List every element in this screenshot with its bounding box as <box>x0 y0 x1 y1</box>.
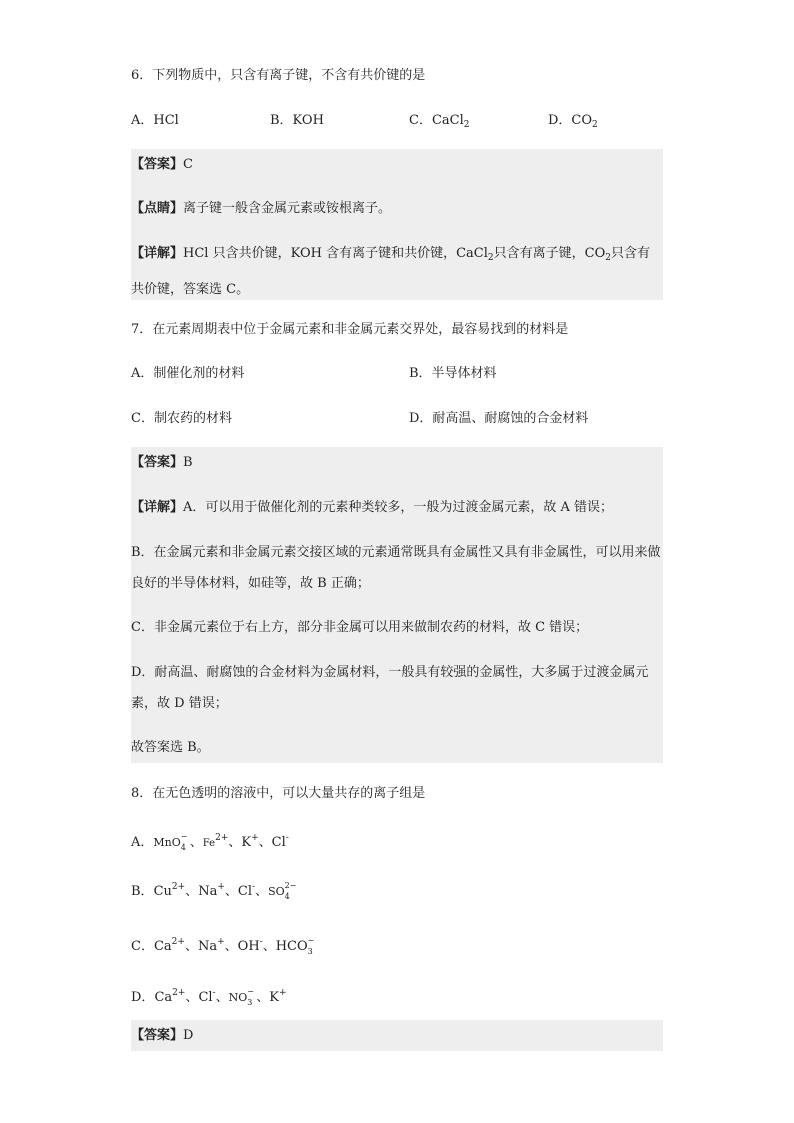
q6-option-a: A．HCl <box>131 113 179 128</box>
q6-stem: 6．下列物质中，只含有离子键，不含有共价键的是 <box>131 68 426 83</box>
q6-answer: 【答案】C <box>131 157 193 172</box>
q6-option-d: D．$CO_2$ <box>548 113 598 130</box>
q6-hint: 【点睛】离子键一般含金属元素或铵根离子。 <box>131 201 392 216</box>
q7-option-d: D．耐高温、耐腐蚀的合金材料 <box>409 411 589 426</box>
q8-option-c: C．$Ca^{2+}$、Na+、OH-、HCO − 3 <box>131 936 315 956</box>
q6-option-b: B．KOH <box>270 113 324 128</box>
q8-option-a: A．MnO − 4 、$Fe^{2+}$、K+、Cl- <box>131 832 289 852</box>
q8-option-b: B．$Cu^{2+}$、Na+、Cl-、SO 2− 4 <box>131 881 297 901</box>
q7-option-a: A．制催化剂的材料 <box>131 366 245 381</box>
q7-detail-d: D．耐高温、耐腐蚀的合金材料为金属材料，一般具有较强的金属性，大多属于过渡金属元素，故 D 错误； <box>131 665 649 711</box>
q7-detail-b: B．在金属元素和非金属元素交接区域的元素通常既具有金属性又具有非金属性，可以用来做良好的半导体材料，如硅等，故 B 正确； <box>131 545 661 591</box>
q7-option-b: B．半导体材料 <box>409 366 497 381</box>
q7-detail-a: 【详解】A．可以用于做催化剂的元素种类较多，一般为过渡金属元素，故 A 错误； <box>131 500 614 515</box>
q8-solution-block <box>131 1020 663 1051</box>
q7-option-c: C．制农药的材料 <box>131 411 232 426</box>
q6-option-c: C．CaCl$_2$ <box>409 113 470 130</box>
q8-answer: 【答案】D <box>131 1028 194 1043</box>
q8-option-d: D．$Ca^{2+}$、Cl-、NO − 3 、K+ <box>131 987 287 1007</box>
q6-detail: 【详解】HCl 只含共价键，KOH 含有离子键和共价键，CaCl$_2$只含有离子键，$CO_2$只含有共价键，答案选 C。 <box>131 246 650 297</box>
q7-answer: 【答案】B <box>131 455 193 470</box>
q7-detail-c: C．非金属元素位于右上方，部分非金属可以用来做制农药的材料，故 C 错误； <box>131 620 589 635</box>
q7-conclusion: 故答案选 B。 <box>131 740 210 755</box>
q8-stem: 8．在无色透明的溶液中，可以大量共存的离子组是 <box>131 786 426 801</box>
q7-stem: 7．在元素周期表中位于金属元素和非金属元素交界处，最容易找到的材料是 <box>131 322 569 337</box>
